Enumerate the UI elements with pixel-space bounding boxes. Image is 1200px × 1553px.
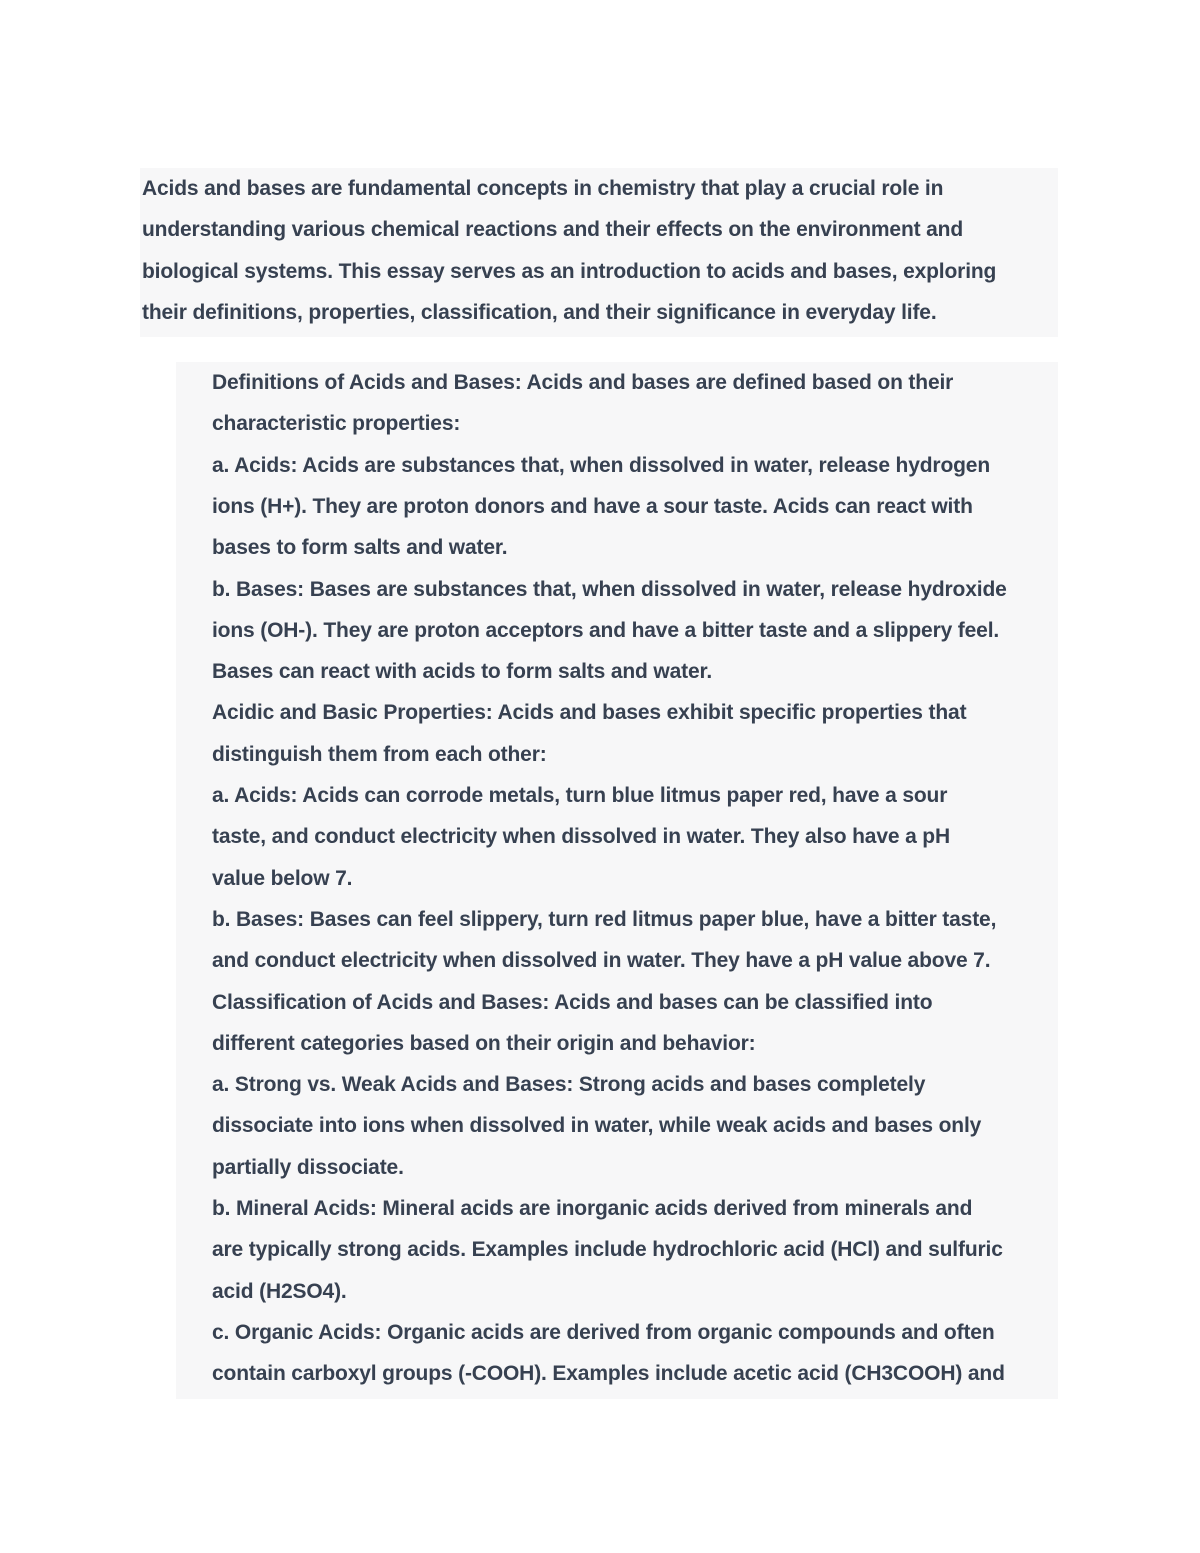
list-line: Definitions of Acids and Bases: Acids and bases are defined based on their <box>212 371 954 394</box>
intro-line: biological systems. This essay serves as an introduction to acids and bases, exploring <box>142 259 997 283</box>
list-line: ions (H+). They are proton donors and have a sour taste. Acids can react with <box>212 494 973 518</box>
list-line: value below 7. <box>212 866 353 890</box>
list-line: Classification of Acids and Bases: Acids and bases can be classified into <box>212 990 933 1014</box>
list-line: different categories based on their origin and behavior: <box>212 1031 756 1055</box>
list-line: and conduct electricity when dissolved in water. They have a pH value above 7. <box>212 949 991 973</box>
list-line: Acidic and Basic Properties: Acids and bases exhibit specific properties that <box>212 701 967 725</box>
list-line: c. Organic Acids: Organic acids are derived from organic compounds and often <box>212 1320 995 1344</box>
list-line: characteristic properties: <box>212 412 461 436</box>
list-line: ions (OH-). They are proton acceptors and have a bitter taste and a slippery feel. <box>212 618 1000 642</box>
list-line: taste, and conduct electricity when dissolved in water. They also have a pH <box>212 825 950 849</box>
list-line: acid (H2SO4). <box>212 1279 347 1303</box>
intro-line: Acids and bases are fundamental concepts in chemistry that play a crucial role in <box>142 177 944 200</box>
list-line: b. Bases: Bases are substances that, when dissolved in water, release hydroxide <box>212 577 1007 601</box>
intro-line: understanding various chemical reactions and their effects on the environment and <box>142 218 964 242</box>
list-line: a. Acids: Acids can corrode metals, turn blue litmus paper red, have a sour <box>212 784 948 807</box>
intro-paragraph <box>140 168 1058 337</box>
list-line: are typically strong acids. Examples include hydrochloric acid (HCl) and sulfuric <box>212 1238 1003 1262</box>
list-line: contain carboxyl groups (-COOH). Examples include acetic acid (CH3COOH) and <box>212 1362 1005 1386</box>
list-line: b. Bases: Bases can feel slippery, turn red litmus paper blue, have a bitter taste, <box>212 907 997 931</box>
list-line: a. Acids: Acids are substances that, when dissolved in water, release hydrogen <box>212 453 991 477</box>
list-line: partially dissociate. <box>212 1155 404 1179</box>
list-line: distinguish them from each other: <box>212 742 547 766</box>
definitions-list <box>176 362 1058 1399</box>
list-line: b. Mineral Acids: Mineral acids are inorganic acids derived from minerals and <box>212 1197 973 1220</box>
list-line: Bases can react with acids to form salts and water. <box>212 660 713 684</box>
intro-line: their definitions, properties, classification, and their significance in everyday life. <box>142 300 937 324</box>
list-line: a. Strong vs. Weak Acids and Bases: Strong acids and bases completely <box>212 1073 926 1097</box>
list-line: bases to form salts and water. <box>212 536 508 560</box>
list-line: dissociate into ions when dissolved in water, while weak acids and bases only <box>212 1114 982 1138</box>
